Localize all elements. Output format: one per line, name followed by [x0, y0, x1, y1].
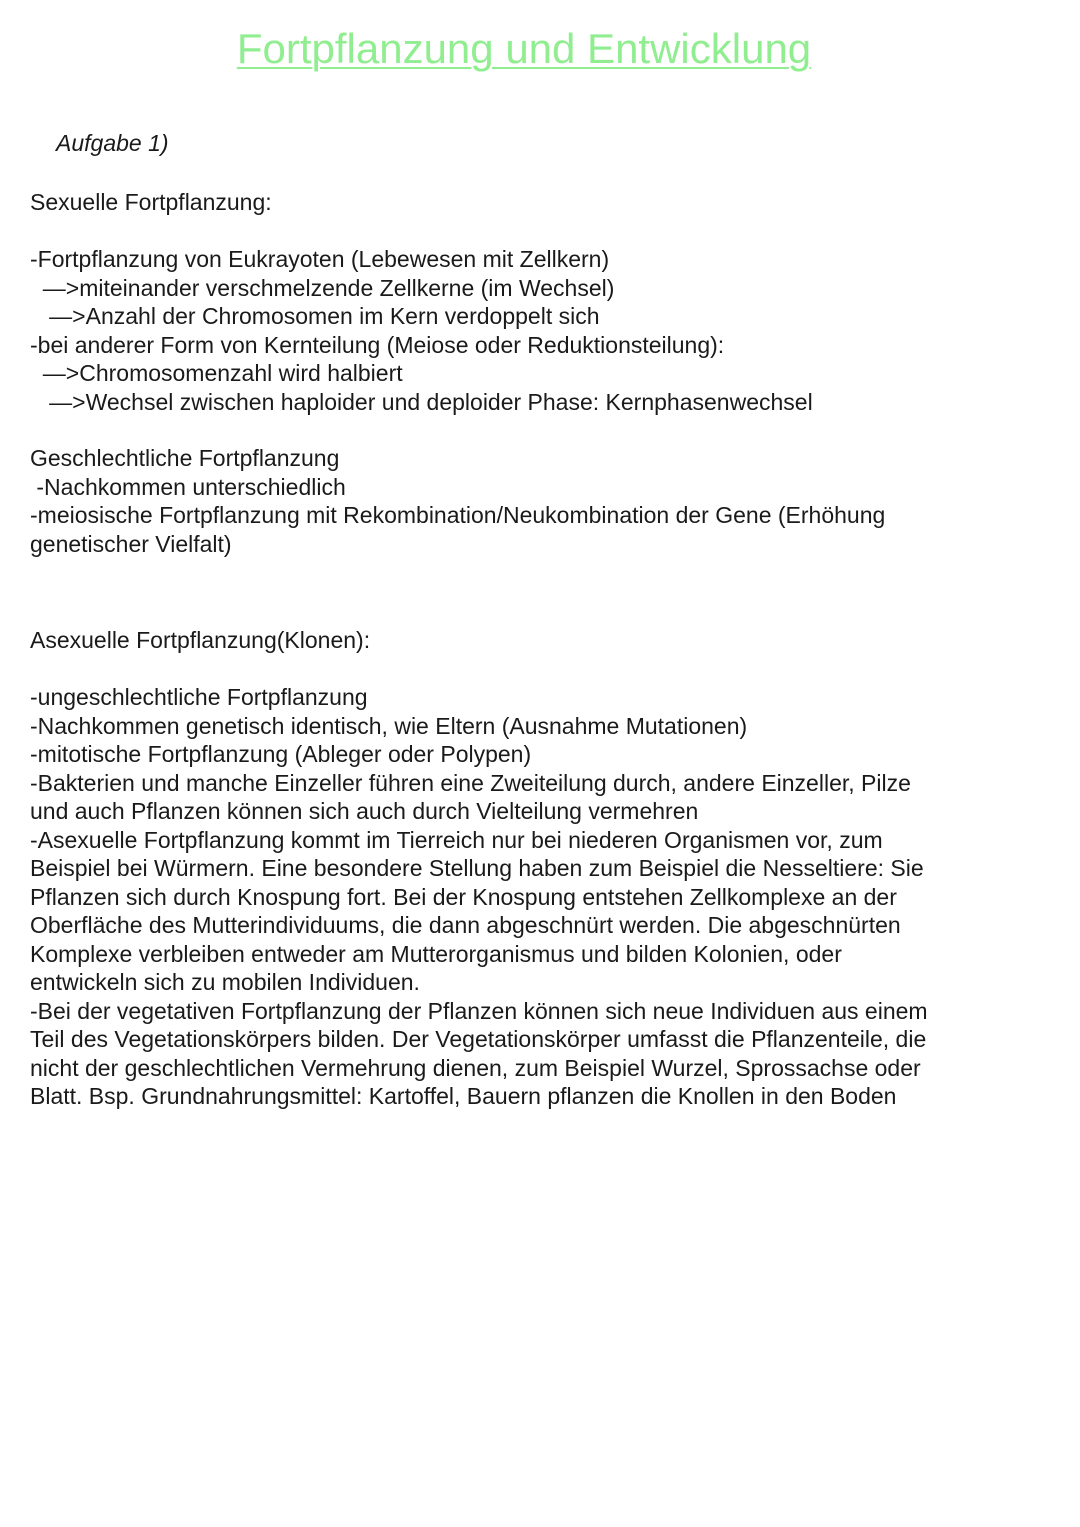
list-item: -bei anderer Form von Kernteilung (Meiose oder Reduktionsteilung):	[30, 331, 725, 358]
sexual-section-heading: Sexuelle Fortpflanzung:	[30, 189, 272, 215]
list-item: -Nachkommen unterschiedlich	[30, 473, 346, 500]
list-item: -Bakterien und manche Einzeller führen eine Zweiteilung durch, andere Einzeller, Pilze und auch Pflanzen können sich auch durch Vielteilung vermehren	[30, 769, 911, 824]
list-item: -mitotische Fortpflanzung (Ableger oder Polypen)	[30, 741, 532, 767]
gender-section-heading: Geschlechtliche Fortpflanzung	[30, 445, 340, 471]
list-item: —>Anzahl der Chromosomen im Kern verdoppelt sich	[30, 303, 600, 329]
list-item: —>Chromosomenzahl wird halbiert	[30, 360, 403, 386]
list-item: -Bei der vegetativen Fortpflanzung der Pflanzen können sich neue Individuen aus einem Teil des Vegetationskörpers bilden. Der Vegetationskörper umfasst die Pflanzenteile, die nicht der geschlechtlichen Vermehrung dienen, zum Beispiel Wurzel, Sprossachse oder Blatt. Bsp. Grundnahrungsmittel: Kartoffel, Bauern pflanzen die Knollen in den Boden	[30, 997, 928, 1109]
list-item: —>Wechsel zwischen haploider und deploider Phase: Kernphasenwechsel	[30, 388, 813, 415]
list-item: -Nachkommen genetisch identisch, wie Eltern (Ausnahme Mutationen)	[30, 712, 748, 739]
list-item: -Fortpflanzung von Eukrayoten (Lebewesen mit Zellkern)	[30, 246, 610, 272]
gender-section	[30, 444, 1030, 558]
list-item: -meiosische Fortpflanzung mit Rekombination/Neukombination der Gene (Erhöhung genetischer Vielfalt)	[30, 502, 886, 557]
asexual-section-list	[30, 683, 930, 1111]
task-label: Aufgabe 1)	[56, 130, 169, 156]
page-title: Fortpflanzung und Entwicklung	[236, 25, 812, 72]
list-item: -ungeschlechtliche Fortpflanzung	[30, 684, 368, 710]
asexual-section-heading: Asexuelle Fortpflanzung(Klonen):	[30, 627, 371, 653]
sexual-section-list	[30, 245, 1030, 416]
list-item: —>miteinander verschmelzende Zellkerne (im Wechsel)	[30, 274, 615, 301]
list-item: -Asexuelle Fortpflanzung kommt im Tierreich nur bei niederen Organismen vor, zum Beispiel bei Würmern. Eine besondere Stellung haben zum Beispiel die Nesseltiere: Sie Pflanzen sich durch Knospung fort. Bei der Knospung entstehen Zellkomplexe an der Oberfläche des Mutterindividuums, die dann abgeschnürt werden. Die abgeschnürten Komplexe verbleiben entweder am Mutterorganismus und bilden Kolonien, oder entwickeln sich zu mobilen Individuen.	[30, 826, 924, 995]
